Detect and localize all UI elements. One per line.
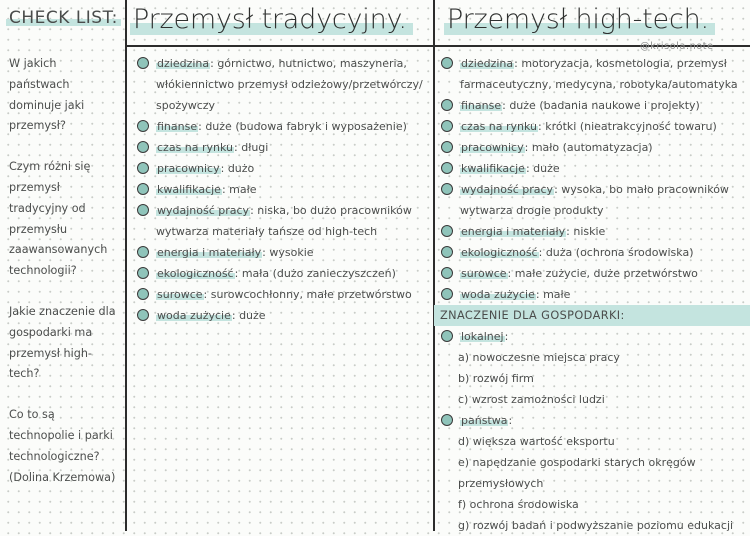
item-separator: : <box>554 183 562 196</box>
author-credit: @krisola.note <box>640 41 714 52</box>
item-value: mała (dużo zanieczyszczeń) <box>241 267 396 280</box>
bullet-dot <box>441 120 453 132</box>
list-item <box>440 137 746 158</box>
list-item <box>136 284 428 305</box>
list-item <box>136 158 428 179</box>
item-value: niskie <box>573 225 606 238</box>
bullet-dot <box>137 267 149 279</box>
hightech-heading-text: Przemysł high-tech. <box>447 4 709 35</box>
bullet-dot <box>441 267 453 279</box>
list-item <box>440 221 746 242</box>
list-item <box>136 242 428 263</box>
item-value: małe <box>229 183 257 196</box>
item-key: dziedzina <box>157 57 210 70</box>
checklist-question: Co to są technopolie i parki technologiczne? (Dolina Krzemowa) <box>9 408 116 484</box>
checklist-question: Czym różni się przemysł tradycyjny od przemysłu zaawansowanych technologii? <box>9 160 108 278</box>
item-separator: : <box>250 204 258 217</box>
bullet-dot <box>441 99 453 111</box>
item-value: niska, bo dużo pracowników wytwarza materiały tańsze od high-tech <box>156 204 412 238</box>
item-separator: : <box>231 309 240 322</box>
item-key: wydajność pracy <box>461 183 554 196</box>
bullet-dot <box>441 288 453 300</box>
list-item <box>136 263 428 284</box>
bullet-dot <box>137 141 149 153</box>
checklist-title: CHECK LIST: <box>6 8 121 28</box>
item-separator: : <box>234 141 242 154</box>
item-value: dużo <box>227 162 255 175</box>
item-key: pracownicy <box>461 141 524 154</box>
list-item <box>440 116 746 137</box>
item-key: energia i materiały <box>461 225 566 238</box>
item-separator: : <box>221 183 230 196</box>
item-value: długi <box>241 141 269 154</box>
significance-point: g) rozwój badań i podwyższanie poziomu edukacji <box>458 519 734 532</box>
hightech-list <box>440 53 746 536</box>
item-key: kwalifikacje <box>157 183 221 196</box>
item-key: ekologiczność <box>157 267 234 280</box>
item-separator: : <box>504 330 509 343</box>
bullet-dot <box>441 225 453 237</box>
significance-group <box>440 326 746 347</box>
item-key: woda zużycie <box>461 288 535 301</box>
list-item <box>440 53 746 95</box>
list-item <box>440 263 746 284</box>
list-item <box>136 305 428 326</box>
list-item <box>136 200 428 242</box>
bullet-dot <box>441 162 453 174</box>
list-item <box>440 242 746 263</box>
traditional-list <box>136 53 428 326</box>
item-key: wydajność pracy <box>157 204 250 217</box>
item-key: woda zużycie <box>157 309 231 322</box>
item-key: surowce <box>461 267 507 280</box>
item-separator: : <box>203 288 211 301</box>
list-item <box>440 284 746 305</box>
item-value: krótki (nieatrakcyjność towaru) <box>545 120 717 133</box>
column-divider-right <box>433 0 435 531</box>
item-separator: : <box>525 162 534 175</box>
checklist-question: Jakie znaczenie dla gospodarki ma przemysł high-tech? <box>9 304 116 381</box>
item-key: surowce <box>157 288 203 301</box>
significance-point: d) większa wartość eksportu <box>458 435 615 448</box>
item-separator: : <box>210 57 218 70</box>
item-separator: : <box>502 99 510 112</box>
item-value: duże (badania naukowe i projekty) <box>509 99 700 112</box>
item-separator: : <box>538 120 546 133</box>
list-item <box>440 158 746 179</box>
item-value: duże (budowa fabryk i wyposażenie) <box>205 120 407 133</box>
bullet-dot <box>441 330 453 342</box>
traditional-heading-text: Przemysł tradycyjny. <box>133 4 407 35</box>
item-separator: : <box>198 120 206 133</box>
list-item <box>136 179 428 200</box>
traditional-heading <box>133 4 407 35</box>
item-separator: : <box>262 246 270 259</box>
checklist-question: W jakich państwach dominuje jaki przemysł? <box>9 57 85 133</box>
item-separator: : <box>234 267 242 280</box>
significance-point: e) napędzanie gospodarki starych okręgów przemysłowych <box>458 456 696 490</box>
item-value: mało (automatyzacja) <box>531 141 653 154</box>
item-key: ekologiczność <box>461 246 538 259</box>
item-separator: : <box>514 57 522 70</box>
item-key: dziedzina <box>461 57 514 70</box>
item-value: motoryzacja, kosmetologia, przemysł farmaceutyczny, medycyna, robotyka/automatyka <box>460 57 738 91</box>
significance-point: b) rozwój firm <box>458 372 534 385</box>
bullet-dot <box>137 120 149 132</box>
item-value: wysokie <box>269 246 314 259</box>
item-separator: : <box>524 141 532 154</box>
item-separator: : <box>535 288 544 301</box>
significance-heading: ZNACZENIE DLA GOSPODARKI: <box>434 305 750 326</box>
item-separator: : <box>538 246 546 259</box>
item-value: duże <box>533 162 560 175</box>
item-key: czas na rynku <box>157 141 234 154</box>
item-value: wysoka, bo mało pracowników wytwarza drogie produkty <box>460 183 729 217</box>
item-value: górnictwo, hutnictwo, maszyneria, włókiennictwo przemysł odzieżowy/przetwórczy/ spożywczy <box>156 57 423 112</box>
item-key: finanse <box>157 120 198 133</box>
bullet-dot <box>137 57 149 69</box>
item-value: małe <box>543 288 571 301</box>
bullet-dot <box>137 162 149 174</box>
bullet-dot <box>137 309 149 321</box>
item-value: surowcochłonny, małe przetwórstwo <box>210 288 412 301</box>
item-key: energia i materiały <box>157 246 262 259</box>
item-separator: : <box>566 225 574 238</box>
bullet-dot <box>441 57 453 69</box>
item-separator: : <box>507 267 515 280</box>
bullet-dot <box>441 183 453 195</box>
bullet-dot <box>441 246 453 258</box>
bullet-dot <box>137 183 149 195</box>
group-label: lokalnej <box>461 330 504 343</box>
item-key: pracownicy <box>157 162 220 175</box>
item-key: kwalifikacje <box>461 162 525 175</box>
item-value: duże <box>239 309 266 322</box>
list-item <box>440 95 746 116</box>
significance-point: f) ochrona środowiska <box>458 498 579 511</box>
bullet-dot <box>137 246 149 258</box>
significance-point: a) nowoczesne miejsca pracy <box>458 351 620 364</box>
list-item <box>440 179 746 221</box>
hightech-heading <box>447 4 709 35</box>
item-value: małe zużycie, duże przetwórstwo <box>514 267 698 280</box>
group-label: państwa <box>461 414 508 427</box>
list-item <box>136 53 428 116</box>
item-value: duża (ochrona środowiska) <box>545 246 694 259</box>
bullet-dot <box>441 414 453 426</box>
list-item <box>136 116 428 137</box>
significance-group <box>440 410 746 431</box>
item-key: finanse <box>461 99 502 112</box>
significance-point: c) wzrost zamożności ludzi <box>458 393 605 406</box>
item-separator: : <box>508 414 513 427</box>
item-key: czas na rynku <box>461 120 538 133</box>
bullet-dot <box>137 288 149 300</box>
item-separator: : <box>220 162 228 175</box>
bullet-dot <box>441 141 453 153</box>
list-item <box>136 137 428 158</box>
column-divider-left <box>125 0 127 531</box>
checklist-questions <box>9 54 119 508</box>
bullet-dot <box>137 204 149 216</box>
